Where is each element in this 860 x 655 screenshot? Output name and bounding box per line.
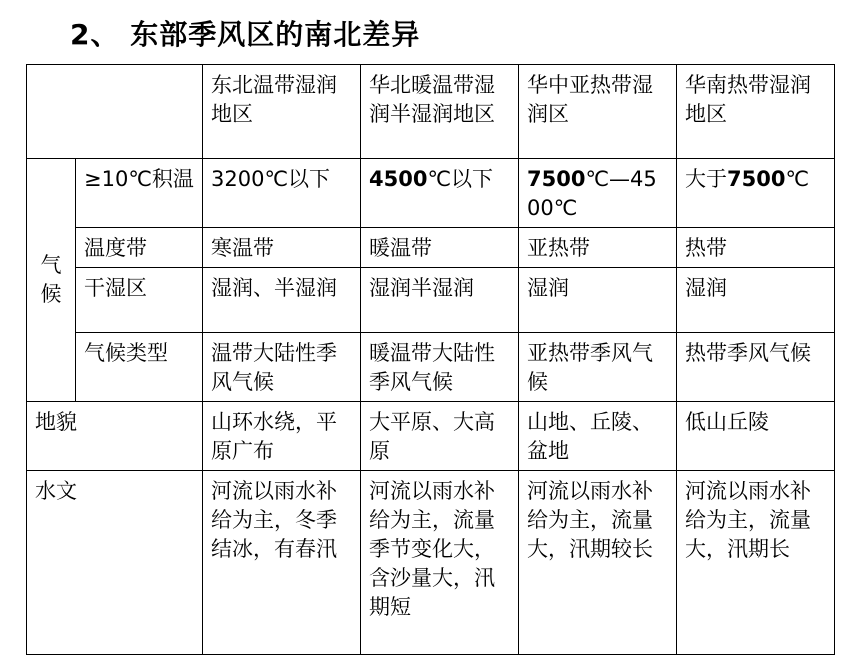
table-cell: 亚热带季风气候: [519, 333, 677, 402]
table-cell: 亚热带: [519, 228, 677, 268]
table-row-landform: [27, 402, 835, 471]
table-cell: 河流以雨水补给为主，流量大，汛期长: [677, 471, 835, 655]
table-cell: 寒温带: [203, 228, 361, 268]
table-cell: 热带: [677, 228, 835, 268]
table-cell: 4500℃以下: [361, 159, 519, 228]
table-cell: 暖温带大陆性季风气候: [361, 333, 519, 402]
table-cell: 湿润半湿润: [361, 268, 519, 333]
table-cell: 大于7500℃: [677, 159, 835, 228]
climate-label-char: 候: [40, 282, 62, 306]
row-label: 地貌: [27, 402, 203, 471]
row-label: 温度带: [76, 228, 203, 268]
table-cell: 河流以雨水补给为主，流量季节变化大，含沙量大，汛期短: [361, 471, 519, 655]
comparison-table: [26, 64, 835, 655]
row-label: 气候类型: [76, 333, 203, 402]
table-cell: 大平原、大高原: [361, 402, 519, 471]
climate-label-char: 气: [40, 253, 62, 277]
table-row-climate-type: [27, 333, 835, 402]
header-central-china: 华中亚热带湿润区: [519, 65, 677, 159]
table-cell: 山地、丘陵、盆地: [519, 402, 677, 471]
header-south-china: 华南热带湿润地区: [677, 65, 835, 159]
header-north-china: 华北暖温带湿润半湿润地区: [361, 65, 519, 159]
header-northeast: 东北温带湿润地区: [203, 65, 361, 159]
table-cell: 暖温带: [361, 228, 519, 268]
table-cell: 7500℃—4500℃: [519, 159, 677, 228]
row-label: 干湿区: [76, 268, 203, 333]
table-row-dry-wet-zone: [27, 268, 835, 333]
table-cell: 湿润: [677, 268, 835, 333]
table-cell: 湿润、半湿润: [203, 268, 361, 333]
header-corner-cell: [27, 65, 203, 159]
table-row-temperature-zone: [27, 228, 835, 268]
table-row-accumulated-temperature: [27, 159, 835, 228]
table-cell: 湿润: [519, 268, 677, 333]
header-row: [27, 65, 835, 159]
climate-group-label: [27, 159, 76, 402]
table-cell: 低山丘陵: [677, 402, 835, 471]
table-row-hydrology: [27, 471, 835, 655]
table-cell: 3200℃以下: [203, 159, 361, 228]
table-cell: 热带季风气候: [677, 333, 835, 402]
page-title: 2、 东部季风区的南北差异: [70, 18, 421, 51]
row-label: 水文: [27, 471, 203, 655]
table-cell: 山环水绕，平原广布: [203, 402, 361, 471]
table-cell: 温带大陆性季风气候: [203, 333, 361, 402]
table-cell: 河流以雨水补给为主，冬季结冰，有春汛: [203, 471, 361, 655]
table-cell: 河流以雨水补给为主，流量大，汛期较长: [519, 471, 677, 655]
row-label: ≥10℃积温: [76, 159, 203, 228]
